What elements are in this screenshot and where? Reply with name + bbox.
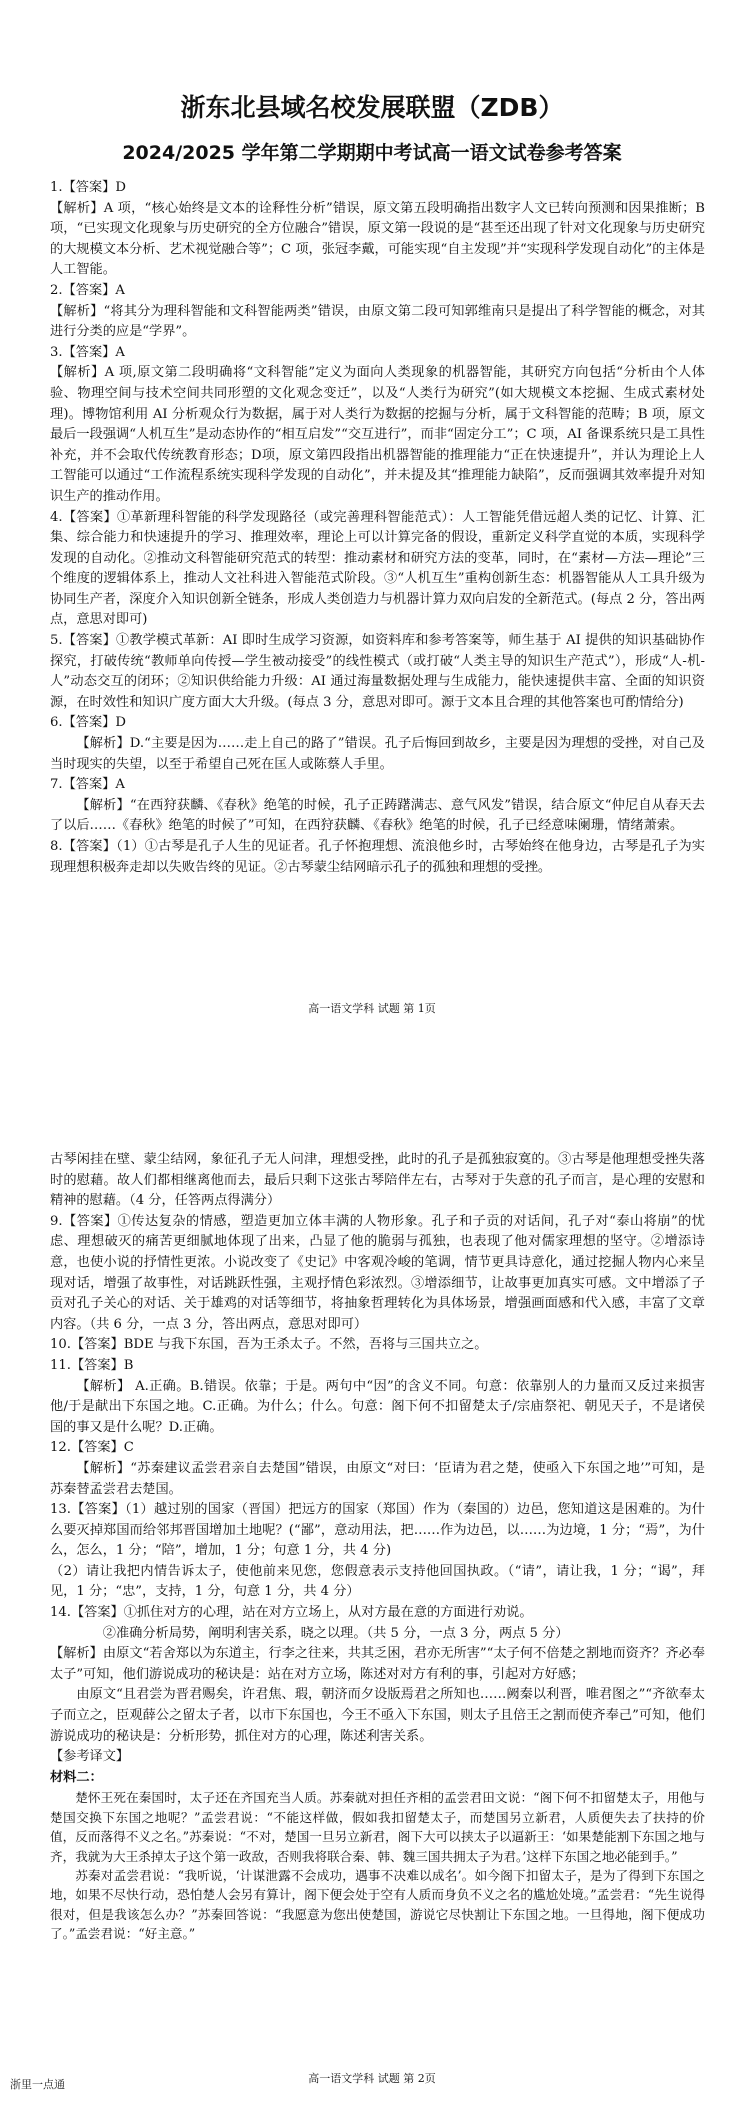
translation-para-1: 楚怀王死在秦国时，太子还在齐国充当人质。苏秦就对担任齐相的孟尝君田文说：“阁下何不扣留楚太子，用他与楚国交换下东国之地呢？”孟尝君说：“不能这样做，假如我扣留楚太子，而楚国另立新君，人质便失去了扶持的价值，反而落得不义之名。”苏秦说：“不对，楚国一旦另立新君，阁下大可以挟太子以逼新王：‘如果楚能割下东国之地与齐，我就为大王杀掉太子这个第一政敌，否则我将联合秦、韩、魏三国共拥太子为君。’这样下东国之地必能到手。” [50,1790,705,1864]
answer-13-1: 13.【答案】（1）越过别的国家（晋国）把远方的国家（郑国）作为（秦国的）边邑，您知道这是困难的。为什么要灭掉郑国而给邻邦晋国增加土地呢？(“鄙”，意动用法，把……作为边邑，以……为边境，1 分；“焉”，为什么，怎么，1 分；“陪”，增加，1 分；句意 1 分，共 4 分) [50,1502,705,1559]
answer-1: 1.【答案】D [50,180,126,195]
analysis-3: 【解析】A 项,原文第二段明确将“文科智能”定义为面向人类现象的机器智能，其研究方向包括“分析由个人体验、物理空间与技术空间共同形塑的文化观念变迁”，以及“人类行为研究”(如大规模文本挖掘、生成式素材处理)。博物馆利用 AI 分析观众行为数据，属于对人类行为数据的挖掘与分析，属于文科智能的范畴；B 项，原文最后一段强调“人机互生”是动态协作的“相互启发”“交互进行”，而非“固定分工”；C 项，AI 备课系统只是工具性补充，并不会取代传统教育形态；D项，原文第四段指出机器智能的推理能力“正在快速提升”，并认为理论上人工智能可以通过“工作流程系统实现科学发现的自动化”，并未提及其“推理能力缺陷”，反而强调其效率提升对知识生产的推动作用。 [50,365,705,504]
analysis-11: 【解析】 A.正确。B.错误。依靠；于是。两句中“因”的含义不同。句意：依靠别人的力量而又反过来损害他/于是献出下东国之地。C.正确。为什么；什么。句意：阁下何不扣留楚太子/宗庙祭祀、朝见天子，不是诸侯国的事又是什么呢？D.正确。 [50,1378,705,1435]
answer-4: 4.【答案】①革新理科智能的科学发现路径（或完善理科智能范式）：人工智能凭借远超人类的记忆、计算、汇集、综合能力和快速提升的学习、推理效率，理论上可以计算完备的假设，重新定义科学直觉的本质，实现科学发现的自动化。②推动文科智能研究范式的转型：推动素材和研究方法的变革，同时，在“素材—方法—理论”三个维度的逻辑体系上，推动人文社科进入智能范式阶段。③“人机互生”重构创新生态：机器智能从人工具升级为协同生产者，深度介入知识创新全链条，形成人类创造力与机器计算力双向启发的全新范式。(每点 2 分，答出两点，意思对即可) [50,509,705,628]
document-title: 浙东北县域名校发展联盟（ZDB） [180,93,564,122]
translation-text [50,1788,705,1943]
answer-8-continued: 古琴闲挂在壁、蒙尘结网，象征孔子无人问津，理想受挫，此时的孔子是孤独寂寞的。③古琴是他理想受挫失落时的慰藉。故人们都相继离他而去，最后只剩下这张古琴陪伴左右，古琴对于失意的孔子而言，是心理的安慰和精神的慰藉。（4 分，任答两点得满分） [50,1152,705,1209]
answer-6: 6.【答案】D [50,715,126,731]
analysis-12: 【解析】“苏秦建议孟尝君亲自去楚国”错误，由原文“对曰：‘臣请为君之楚，使亟入下东国之地’”可知，是苏秦替孟尝君去楚国。 [50,1460,705,1497]
page-footer: 高一语文学科 试题 第 2页 [308,2072,436,2085]
answer-13-2: （2）请让我把内情告诉太子，使他前来见您，您假意表示支持他回国执政。（“请”，请让我，1 分；“谒”，拜见，1 分；“忠”，支持，1 分，句意 1 分，共 4 分） [50,1563,705,1600]
answer-8: 8.【答案】（1）①古琴是孔子人生的见证者。孔子怀抱理想、流浪他乡时，古琴始终在他身边，古琴是孔子为实现理想积极奔走却以失败告终的见证。②古琴蒙尘结网暗示孔子的孤独和理想的受挫。 [50,839,705,875]
answer-5: 5.【答案】①教学模式革新：AI 即时生成学习资源，如资料库和参考答案等，师生基于 AI 提供的知识基础协作探究，打破传统“教师单向传授—学生被动接受”的线性模式（或打破“人类主导的知识生产范式”），形成“人-机-人”动态交互的闭环；②知识供给能力升级：AI 通过海量数据处理与生成能力，能快速提供丰富、全面的知识资源，在时效性和知识广度方面大大升级。(每点 3 分，意思对即可。源于文本且合理的其他答案也可酌情给分) [50,633,705,710]
answer-12: 12.【答案】C [50,1440,134,1456]
answer-14-1: 14.【答案】①抓住对方的心理，站在对方立场上，从对方最在意的方面进行劝说。 [50,1605,533,1621]
analysis-7: 【解析】“在西狩获麟、《春秋》绝笔的时候，孔子正踌躇满志、意气风发”错误，结合原文“仲尼自从春天去了以后……《春秋》绝笔的时候了”可知，在西狩获麟、《春秋》绝笔的时候，孔子已经意味阑珊，情绪萧索。 [50,797,705,834]
answer-11: 11.【答案】B [50,1357,134,1373]
answer-7: 7.【答案】A [50,777,125,793]
answer-9: 9.【答案】①传达复杂的情感，塑造更加立体丰满的人物形象。孔子和子贡的对话间，孔子对“泰山将崩”的忧虑、理想破灭的痛苦更细腻地体现了出来，凸显了他的脆弱与孤独，也表现了他对儒家理想的坚守。②增添诗意，也使小说的抒情性更浓。小说改变了《史记》中客观冷峻的笔调，情节更具诗意化，通过挖掘人物内心来呈现对话，增强了故事性，对话跳跃性强，主观抒情色彩浓烈。③增添细节，让故事更加真实可感。文中增添了子贡对孔子关心的对话、关于雄鸡的对话等细节，将抽象哲理转化为具体场景，增强画面感和代入感，丰富了文章内容。（共 6 分，一点 3 分，答出两点，意思对即可） [50,1213,705,1332]
analysis-6: 【解析】D.“主要是因为……走上自己的路了”错误。孔子后悔回到故乡，主要是因为理想的受挫，对自己及当时现实的失望，以至于希望自己死在匡人或陈蔡人手里。 [50,736,705,772]
answer-3: 3.【答案】A [50,344,125,360]
answer-body-page-2 [50,1150,705,1944]
answer-14-2: ②准确分析局势，阐明利害关系，晓之以理。（共 5 分，一点 3 分，两点 5 分） [102,1625,569,1641]
analysis-1: 【解析】A 项，“核心始终是文本的诠释性分析”错误，原文第五段明确指出数字人文已转向预测和因果推断；B 项，“已实现文化现象与历史研究的全方位融合”错误，原文第一段说的是“甚至还出现了针对文化现象与历史研究的大规模文本分析、艺术视觉融合等”；C 项，张冠李戴，可能实现“自主发现”并“实现科学发现自动化”的主体是人工智能。 [50,200,705,278]
watermark-text: 浙里一点通 [10,2078,65,2091]
page-2 [0,1060,744,2104]
translation-para-2: 苏秦对孟尝君说：“我听说，‘计谋泄露不会成功，遇事不决难以成名’。如今阁下扣留太子，是为了得到下东国之地，如果不尽快行动，恐怕楚人会另有算计，阁下便会处于空有人质而身负不义之名的尴尬处境。”孟尝君：“先生说得很对，但是我该怎么办？”苏秦回答说：“我愿意为您出使楚国，游说它尽快割让下东国之地。一旦得地，阁下便成功了。”孟尝君说：“好主意。” [50,1868,705,1942]
analysis-2: 【解析】“将其分为理科智能和文科智能两类”错误，由原文第二段可知郭维南只是提出了科学智能的概念，对其进行分类的应是“学界”。 [50,303,705,340]
answer-body-page-1 [50,178,705,878]
document-subtitle: 2024/2025 学年第二学期期中考试高一语文试卷参考答案 [122,142,622,164]
material-label: 材料二： [50,1769,103,1785]
answer-2: 2.【答案】A [50,282,125,298]
page-footer: 高一语文学科 试题 第 1页 [308,1002,436,1015]
translation-heading: 【参考译文】 [50,1749,130,1765]
analysis-14-continued: 由原文“且君尝为晋君赐矣，许君焦、瑕，朝济而夕设版焉君之所知也……阙秦以利晋，唯君图之”“齐欲奉太子而立之，臣观薛公之留太子者，以市下东国也，今王不亟入下东国，则太子且倍王之割而使齐奉己”可知，他们游说成功的秘诀是：分析形势，抓住对方的心理，陈述利害关系。 [50,1687,705,1744]
analysis-14: 【解析】由原文“若舍郑以为东道主，行李之往来，共其乏困，君亦无所害”“太子何不倍楚之割地而资齐？齐必奉太子”可知，他们游说成功的秘诀是：站在对方立场，陈述对对方有利的事，引起对方好感； [50,1646,705,1682]
answer-10: 10.【答案】BDE 与我下东国，吾为王杀太子。不然，吾将与三国共立之。 [50,1337,488,1353]
